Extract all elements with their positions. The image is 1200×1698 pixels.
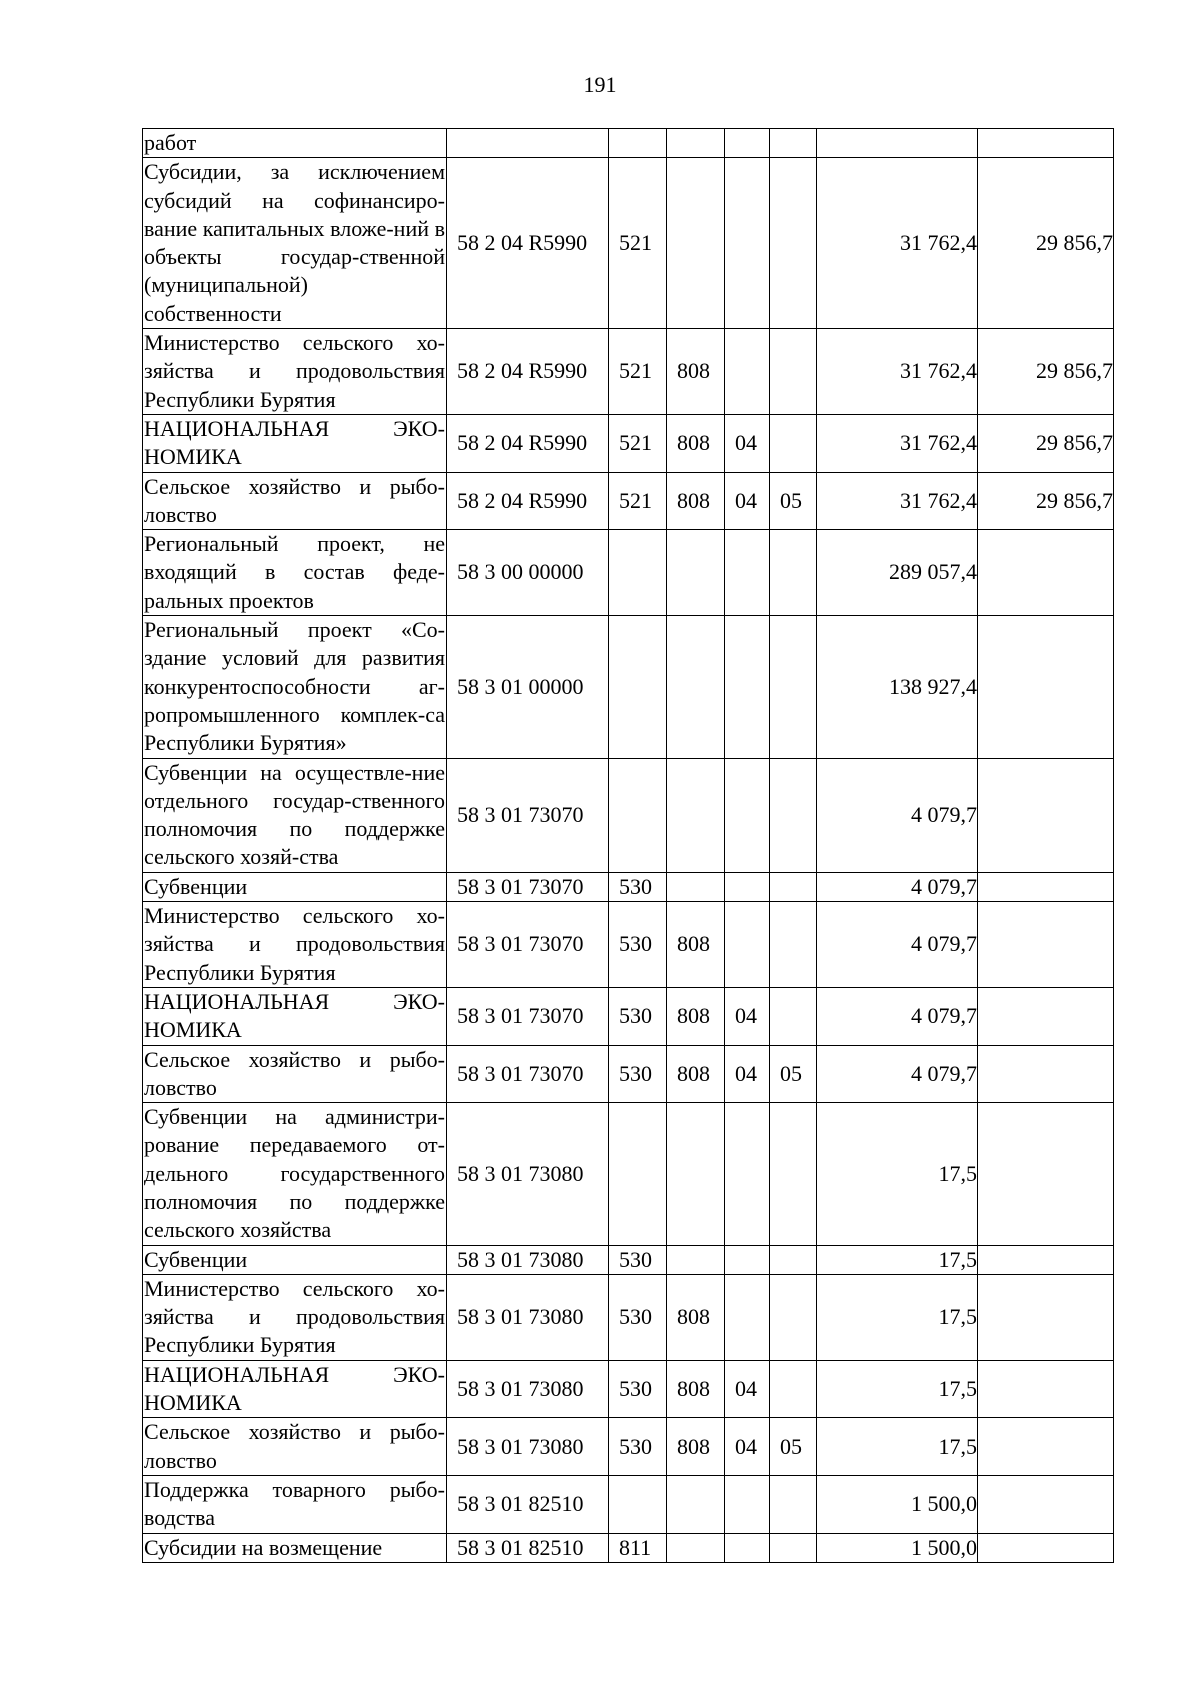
row-name: Региональный проект «Со-здание условий для развития конкурентоспособности аг-ропромышленного комплек-са Республики Бурятия» bbox=[143, 616, 447, 758]
row-code: 58 3 00 00000 bbox=[447, 530, 609, 616]
row-grbs: 808 bbox=[667, 414, 725, 472]
row-pr: 05 bbox=[770, 1045, 817, 1103]
row-pr: 05 bbox=[770, 472, 817, 530]
row-rz: 04 bbox=[725, 1418, 770, 1476]
row-amount-1: 1 500,0 bbox=[817, 1533, 978, 1562]
row-code: 58 3 01 73080 bbox=[447, 1360, 609, 1418]
table-row bbox=[143, 1045, 1114, 1103]
row-amount-1: 17,5 bbox=[817, 1274, 978, 1360]
row-grbs bbox=[667, 758, 725, 872]
row-amount-1: 31 762,4 bbox=[817, 158, 978, 329]
row-pr bbox=[770, 1245, 817, 1274]
table-row bbox=[143, 530, 1114, 616]
row-code: 58 3 01 82510 bbox=[447, 1533, 609, 1562]
row-rz bbox=[725, 329, 770, 415]
row-pr bbox=[770, 158, 817, 329]
table-row bbox=[143, 872, 1114, 901]
row-name: Субвенции на администри-рование передаваемого от-дельного государственного полномочия по поддержке сельского хозяйства bbox=[143, 1103, 447, 1245]
row-rz bbox=[725, 616, 770, 758]
row-code: 58 3 01 73080 bbox=[447, 1418, 609, 1476]
row-rz: 04 bbox=[725, 1045, 770, 1103]
row-name: Субсидии, за исключением субсидий на софинансиро-вание капитальных вложе-ний в объекты государ-ственной (муниципальной) собственности bbox=[143, 158, 447, 329]
row-amount-2 bbox=[978, 872, 1114, 901]
row-amount-1: 138 927,4 bbox=[817, 616, 978, 758]
row-pr bbox=[770, 1475, 817, 1533]
row-code: 58 3 01 82510 bbox=[447, 1475, 609, 1533]
table-row bbox=[143, 758, 1114, 872]
row-name: НАЦИОНАЛЬНАЯ ЭКО-НОМИКА bbox=[143, 414, 447, 472]
row-grbs bbox=[667, 1103, 725, 1245]
row-vr: 530 bbox=[609, 1360, 667, 1418]
row-amount-1: 31 762,4 bbox=[817, 329, 978, 415]
row-code: 58 2 04 R5990 bbox=[447, 158, 609, 329]
row-pr bbox=[770, 1360, 817, 1418]
row-amount-1: 4 079,7 bbox=[817, 758, 978, 872]
row-grbs: 808 bbox=[667, 329, 725, 415]
row-rz bbox=[725, 902, 770, 988]
row-vr bbox=[609, 530, 667, 616]
row-grbs bbox=[667, 1245, 725, 1274]
row-amount-2 bbox=[978, 1245, 1114, 1274]
table-row bbox=[143, 1360, 1114, 1418]
row-vr: 521 bbox=[609, 414, 667, 472]
row-grbs: 808 bbox=[667, 1274, 725, 1360]
row-name: Субвенции bbox=[143, 872, 447, 901]
row-amount-2: 29 856,7 bbox=[978, 158, 1114, 329]
row-rz: 04 bbox=[725, 987, 770, 1045]
row-code: 58 3 01 73070 bbox=[447, 1045, 609, 1103]
row-vr: 521 bbox=[609, 158, 667, 329]
row-name: Министерство сельского хо-зяйства и продовольствия Республики Бурятия bbox=[143, 329, 447, 415]
row-name: Сельское хозяйство и рыбо-ловство bbox=[143, 1045, 447, 1103]
row-pr bbox=[770, 616, 817, 758]
row-name: работ bbox=[143, 129, 447, 158]
row-amount-1: 17,5 bbox=[817, 1418, 978, 1476]
row-amount-1: 17,5 bbox=[817, 1103, 978, 1245]
row-rz bbox=[725, 1533, 770, 1562]
row-vr: 521 bbox=[609, 472, 667, 530]
table-row bbox=[143, 1533, 1114, 1562]
row-pr bbox=[770, 902, 817, 988]
row-code: 58 3 01 73070 bbox=[447, 872, 609, 901]
table-row bbox=[143, 329, 1114, 415]
row-code: 58 3 01 73080 bbox=[447, 1274, 609, 1360]
row-code: 58 2 04 R5990 bbox=[447, 329, 609, 415]
row-vr: 530 bbox=[609, 1045, 667, 1103]
row-pr: 05 bbox=[770, 1418, 817, 1476]
row-vr: 530 bbox=[609, 872, 667, 901]
row-code bbox=[447, 129, 609, 158]
row-vr: 530 bbox=[609, 1418, 667, 1476]
row-name: НАЦИОНАЛЬНАЯ ЭКО-НОМИКА bbox=[143, 987, 447, 1045]
row-amount-1: 17,5 bbox=[817, 1245, 978, 1274]
row-grbs: 808 bbox=[667, 902, 725, 988]
table-row bbox=[143, 158, 1114, 329]
row-amount-2 bbox=[978, 1475, 1114, 1533]
row-code: 58 3 01 73070 bbox=[447, 758, 609, 872]
row-amount-2 bbox=[978, 1103, 1114, 1245]
row-pr bbox=[770, 530, 817, 616]
row-rz bbox=[725, 1475, 770, 1533]
row-amount-2 bbox=[978, 987, 1114, 1045]
row-rz bbox=[725, 1245, 770, 1274]
table-row bbox=[143, 902, 1114, 988]
row-code: 58 3 01 00000 bbox=[447, 616, 609, 758]
row-amount-2: 29 856,7 bbox=[978, 329, 1114, 415]
row-amount-2: 29 856,7 bbox=[978, 414, 1114, 472]
row-rz bbox=[725, 129, 770, 158]
row-amount-2 bbox=[978, 530, 1114, 616]
row-amount-2 bbox=[978, 902, 1114, 988]
row-name: Региональный проект, не входящий в состав феде-ральных проектов bbox=[143, 530, 447, 616]
row-name: НАЦИОНАЛЬНАЯ ЭКО-НОМИКА bbox=[143, 1360, 447, 1418]
row-pr bbox=[770, 872, 817, 901]
row-code: 58 3 01 73080 bbox=[447, 1103, 609, 1245]
row-amount-2 bbox=[978, 1045, 1114, 1103]
row-name: Субсидии на возмещение bbox=[143, 1533, 447, 1562]
row-name: Сельское хозяйство и рыбо-ловство bbox=[143, 1418, 447, 1476]
row-grbs: 808 bbox=[667, 1418, 725, 1476]
row-vr bbox=[609, 1475, 667, 1533]
row-amount-2 bbox=[978, 129, 1114, 158]
row-amount-2 bbox=[978, 758, 1114, 872]
row-amount-1: 4 079,7 bbox=[817, 872, 978, 901]
row-grbs: 808 bbox=[667, 1360, 725, 1418]
row-name: Субвенции на осуществле-ние отдельного государ-ственного полномочия по поддержке сельского хозяй-ства bbox=[143, 758, 447, 872]
row-vr bbox=[609, 758, 667, 872]
row-rz bbox=[725, 530, 770, 616]
row-vr: 530 bbox=[609, 987, 667, 1045]
row-vr: 530 bbox=[609, 1245, 667, 1274]
row-amount-2: 29 856,7 bbox=[978, 472, 1114, 530]
row-grbs: 808 bbox=[667, 472, 725, 530]
row-amount-2 bbox=[978, 1360, 1114, 1418]
row-pr bbox=[770, 129, 817, 158]
row-grbs bbox=[667, 872, 725, 901]
row-grbs bbox=[667, 616, 725, 758]
table-row bbox=[143, 1274, 1114, 1360]
row-amount-1: 31 762,4 bbox=[817, 472, 978, 530]
row-amount-2 bbox=[978, 616, 1114, 758]
row-pr bbox=[770, 987, 817, 1045]
row-name: Министерство сельского хо-зяйства и продовольствия Республики Бурятия bbox=[143, 902, 447, 988]
row-amount-2 bbox=[978, 1533, 1114, 1562]
row-grbs bbox=[667, 1533, 725, 1562]
row-grbs bbox=[667, 129, 725, 158]
row-amount-2 bbox=[978, 1418, 1114, 1476]
row-amount-1: 289 057,4 bbox=[817, 530, 978, 616]
row-rz bbox=[725, 1103, 770, 1245]
row-name: Министерство сельского хо-зяйства и продовольствия Республики Бурятия bbox=[143, 1274, 447, 1360]
table-row bbox=[143, 616, 1114, 758]
table-row bbox=[143, 1418, 1114, 1476]
row-code: 58 3 01 73070 bbox=[447, 987, 609, 1045]
row-pr bbox=[770, 414, 817, 472]
row-name: Поддержка товарного рыбо-водства bbox=[143, 1475, 447, 1533]
row-vr bbox=[609, 129, 667, 158]
row-vr bbox=[609, 616, 667, 758]
row-grbs: 808 bbox=[667, 987, 725, 1045]
table-row bbox=[143, 414, 1114, 472]
table-row bbox=[143, 1475, 1114, 1533]
row-amount-2 bbox=[978, 1274, 1114, 1360]
row-rz bbox=[725, 158, 770, 329]
table-row bbox=[143, 1103, 1114, 1245]
row-code: 58 2 04 R5990 bbox=[447, 414, 609, 472]
table-row bbox=[143, 1245, 1114, 1274]
row-rz: 04 bbox=[725, 1360, 770, 1418]
row-amount-1 bbox=[817, 129, 978, 158]
row-code: 58 3 01 73070 bbox=[447, 902, 609, 988]
row-rz: 04 bbox=[725, 472, 770, 530]
row-rz bbox=[725, 1274, 770, 1360]
table-row bbox=[143, 472, 1114, 530]
row-name: Сельское хозяйство и рыбо-ловство bbox=[143, 472, 447, 530]
row-rz bbox=[725, 758, 770, 872]
row-grbs: 808 bbox=[667, 1045, 725, 1103]
row-vr: 530 bbox=[609, 902, 667, 988]
row-grbs bbox=[667, 158, 725, 329]
row-rz: 04 bbox=[725, 414, 770, 472]
row-vr bbox=[609, 1103, 667, 1245]
row-pr bbox=[770, 1274, 817, 1360]
row-vr: 811 bbox=[609, 1533, 667, 1562]
row-code: 58 3 01 73080 bbox=[447, 1245, 609, 1274]
row-vr: 530 bbox=[609, 1274, 667, 1360]
row-rz bbox=[725, 872, 770, 901]
row-pr bbox=[770, 329, 817, 415]
row-pr bbox=[770, 758, 817, 872]
row-code: 58 2 04 R5990 bbox=[447, 472, 609, 530]
row-name: Субвенции bbox=[143, 1245, 447, 1274]
row-vr: 521 bbox=[609, 329, 667, 415]
row-pr bbox=[770, 1103, 817, 1245]
row-amount-1: 31 762,4 bbox=[817, 414, 978, 472]
row-amount-1: 4 079,7 bbox=[817, 987, 978, 1045]
table-row bbox=[143, 987, 1114, 1045]
row-amount-1: 17,5 bbox=[817, 1360, 978, 1418]
table-row bbox=[143, 129, 1114, 158]
row-amount-1: 1 500,0 bbox=[817, 1475, 978, 1533]
row-amount-1: 4 079,7 bbox=[817, 1045, 978, 1103]
row-amount-1: 4 079,7 bbox=[817, 902, 978, 988]
row-pr bbox=[770, 1533, 817, 1562]
row-grbs bbox=[667, 530, 725, 616]
page-number: 191 bbox=[583, 72, 617, 97]
budget-table bbox=[142, 128, 1114, 1563]
row-grbs bbox=[667, 1475, 725, 1533]
